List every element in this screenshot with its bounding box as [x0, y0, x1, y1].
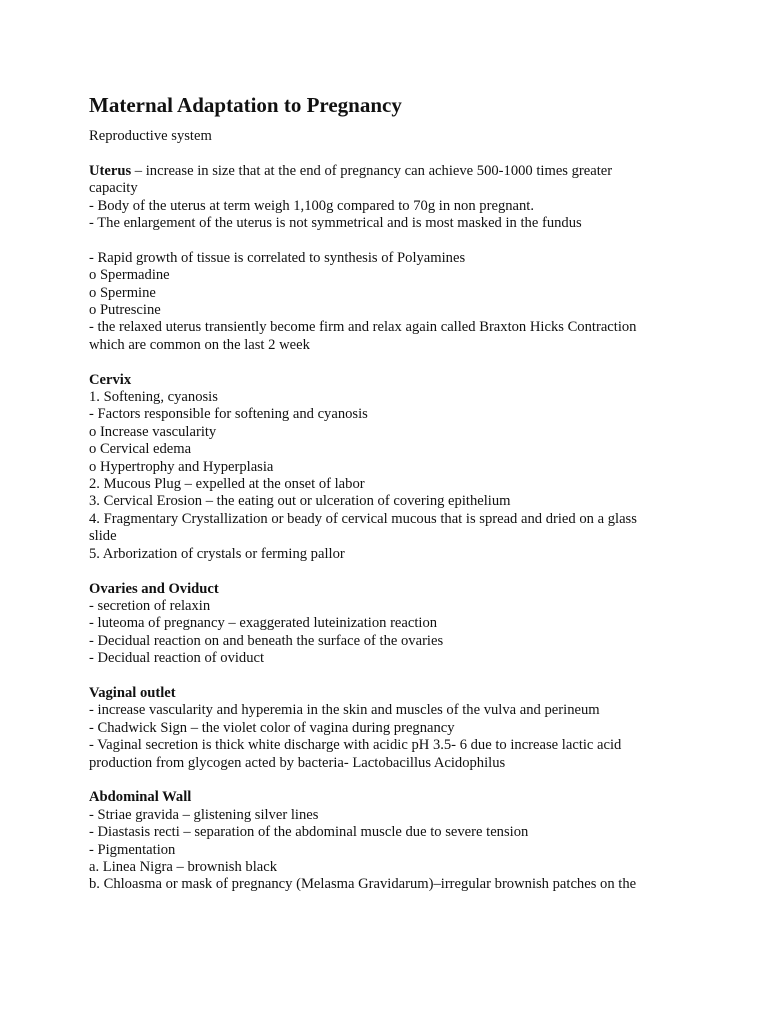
ovaries-line: - Decidual reaction of oviduct: [89, 650, 265, 667]
vaginal-section: [89, 685, 708, 772]
spacer: [89, 232, 708, 249]
uterus-line: o Spermadine: [89, 267, 170, 284]
cervix-line: o Hypertrophy and Hyperplasia: [89, 458, 274, 475]
cervix-line: o Cervical edema: [89, 441, 192, 458]
cervix-line: o Increase vascularity: [89, 423, 217, 440]
intro-text: Reproductive system: [89, 128, 212, 144]
abdominal-line: - Pigmentation: [89, 841, 176, 858]
ovaries-line: - secretion of relaxin: [89, 597, 211, 614]
uterus-line: which are common on the last 2 week: [89, 336, 310, 353]
spacer: [89, 772, 708, 789]
spacer: [89, 563, 708, 580]
spacer: [89, 668, 708, 685]
vaginal-line: - Vaginal secretion is thick white discharge with acidic pH 3.5- 6 due to increase lactic acid: [89, 737, 622, 754]
document-title: Maternal Adaptation to Pregnancy: [89, 93, 402, 117]
abdominal-heading: Abdominal Wall: [89, 789, 192, 806]
uterus-line: - Body of the uterus at term weigh 1,100g compared to 70g in non pregnant.: [89, 197, 535, 214]
cervix-heading: Cervix: [89, 371, 132, 388]
cervix-line: slide: [89, 528, 117, 545]
ovaries-line: - luteoma of pregnancy – exaggerated luteinization reaction: [89, 615, 438, 632]
vaginal-line: - Chadwick Sign – the violet color of vagina during pregnancy: [89, 719, 455, 736]
cervix-line: - Factors responsible for softening and cyanosis: [89, 406, 368, 423]
ovaries-line: - Decidual reaction on and beneath the surface of the ovaries: [89, 632, 444, 649]
uterus-line: o Putrescine: [89, 302, 161, 319]
spacer: [89, 354, 708, 371]
uterus-line: capacity: [89, 180, 138, 197]
vaginal-line: - increase vascularity and hyperemia in the skin and muscles of the vulva and perineum: [89, 702, 600, 719]
abdominal-line: - Striae gravida – glistening silver lines: [89, 806, 319, 823]
uterus-heading: Uterus: [89, 162, 132, 179]
abdominal-line: b. Chloasma or mask of pregnancy (Melasma Gravidarum)–irregular brownish patches on the: [89, 876, 637, 893]
abdominal-section: [89, 789, 708, 893]
cervix-line: 4. Fragmentary Crystallization or beady of cervical mucous that is spread and dried on a glass: [89, 510, 637, 527]
uterus-line: o Spermine: [89, 284, 156, 301]
cervix-line: 1. Softening, cyanosis: [89, 389, 218, 406]
cervix-line: 5. Arborization of crystals or ferming pallor: [89, 545, 345, 562]
spacer: [89, 145, 708, 162]
cervix-section: [89, 372, 708, 563]
cervix-line: 3. Cervical Erosion – the eating out or ulceration of covering epithelium: [89, 493, 511, 510]
vaginal-heading: Vaginal outlet: [89, 684, 176, 701]
cervix-line: 2. Mucous Plug – expelled at the onset of labor: [89, 476, 365, 493]
uterus-line: - The enlargement of the uterus is not symmetrical and is most masked in the fundus: [89, 215, 582, 232]
abdominal-line: a. Linea Nigra – brownish black: [89, 858, 278, 875]
uterus-first-line: [89, 163, 708, 180]
uterus-line: - Rapid growth of tissue is correlated to synthesis of Polyamines: [89, 249, 466, 266]
ovaries-section: [89, 581, 708, 668]
uterus-line: - the relaxed uterus transiently become firm and relax again called Braxton Hicks Contraction: [89, 319, 637, 336]
vaginal-line: production from glycogen acted by bacteria- Lactobacillus Acidophilus: [89, 754, 506, 771]
ovaries-heading: Ovaries and Oviduct: [89, 580, 219, 597]
uterus-section: [89, 163, 708, 354]
abdominal-line: - Diastasis recti – separation of the abdominal muscle due to severe tension: [89, 824, 529, 841]
uterus-intro-text: – increase in size that at the end of pregnancy can achieve 500-1000 times greater: [131, 162, 613, 179]
